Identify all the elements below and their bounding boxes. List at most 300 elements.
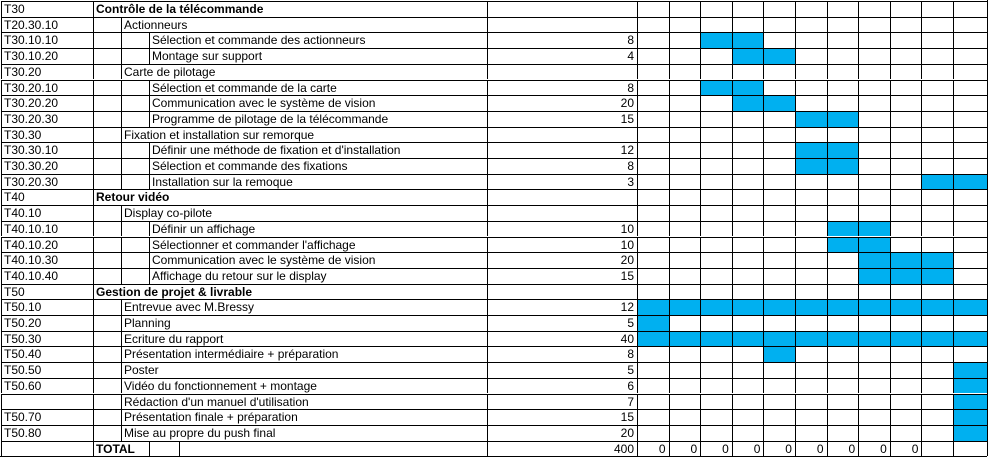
task-label: Carte de pilotage [121,64,487,80]
week-cell [669,127,701,143]
indent-cell [93,174,121,190]
week-cell [953,1,987,17]
task-code: T40 [1,189,93,205]
week-cell [732,174,764,190]
task-duration: 8 [487,346,637,362]
task-duration: 8 [487,158,637,174]
week-cell [890,394,922,410]
week-cell [763,111,795,127]
week-cell [700,284,732,300]
week-cell [795,95,827,111]
week-cell [732,378,764,394]
week-cell [921,425,953,441]
week-cell [700,362,732,378]
task-label: Rédaction d'un manuel d'utilisation [121,394,487,410]
week-cell [637,205,669,221]
week-cell [700,142,732,158]
week-cell [890,237,922,253]
week-cell [795,425,827,441]
task-duration: 7 [487,394,637,410]
week-cell [637,80,669,96]
week-cell [795,268,827,284]
week-cell [637,221,669,237]
week-cell [763,174,795,190]
indent-cell [93,331,121,347]
task-label: Poster [121,362,487,378]
indent-cell [93,268,121,284]
week-cell [827,32,859,48]
total-label: TOTAL [93,441,149,457]
total-week-value: 0 [700,441,732,457]
week-cell [858,127,890,143]
week-cell [858,80,890,96]
task-code: T50.40 [1,346,93,362]
task-label: Présentation intermédiaire + préparation [121,346,487,362]
week-cell [890,48,922,64]
week-cell [637,64,669,80]
week-cell [763,17,795,33]
task-code: T40.10 [1,205,93,221]
gantt-bar-cell [732,48,764,64]
task-duration: 40 [487,331,637,347]
week-cell [953,80,987,96]
week-cell [858,174,890,190]
gantt-bar-cell [953,362,987,378]
gantt-bar-cell [921,331,953,347]
gantt-bar-cell [827,158,859,174]
week-cell [732,142,764,158]
week-cell [669,32,701,48]
week-cell [637,346,669,362]
week-cell [732,221,764,237]
week-cell [732,17,764,33]
task-code: T50.20 [1,315,93,331]
week-cell [827,268,859,284]
task-label: Communication avec le système de vision [149,252,487,268]
week-cell [795,237,827,253]
total-week-value: 0 [890,441,922,457]
gantt-bar-cell [637,315,669,331]
week-cell [890,17,922,33]
week-cell [637,142,669,158]
task-duration: 12 [487,299,637,315]
task-code: T40.10.40 [1,268,93,284]
indent-cell [93,315,121,331]
week-cell [890,409,922,425]
gantt-bar-cell [732,299,764,315]
week-cell [890,174,922,190]
week-cell [827,394,859,410]
gantt-bar-cell [890,252,922,268]
task-section-title: Gestion de projet & livrable [93,284,487,300]
week-cell [858,64,890,80]
indent-cell [121,32,149,48]
week-cell [890,284,922,300]
week-cell [921,394,953,410]
task-label: Sélectionner et commander l'affichage [149,237,487,253]
week-cell [795,48,827,64]
task-duration [487,17,637,33]
week-cell [763,189,795,205]
week-cell [795,174,827,190]
week-cell [827,48,859,64]
gantt-bar-cell [953,331,987,347]
indent-cell [93,17,121,33]
indent-cell [121,111,149,127]
task-code: T30.20.30 [1,174,93,190]
task-section-title: Contrôle de la télécommande [93,1,487,17]
week-cell [763,425,795,441]
week-cell [827,127,859,143]
week-cell [953,268,987,284]
week-cell [858,158,890,174]
task-code: T50.70 [1,409,93,425]
week-cell [700,425,732,441]
week-cell [669,268,701,284]
week-cell [637,158,669,174]
week-cell [890,95,922,111]
gantt-bar-cell [953,409,987,425]
task-section-title: Retour vidéo [93,189,487,205]
task-duration: 15 [487,409,637,425]
gantt-bar-cell [858,331,890,347]
week-cell [827,315,859,331]
week-cell [700,378,732,394]
week-cell [827,378,859,394]
task-duration: 8 [487,32,637,48]
week-cell [732,362,764,378]
week-cell [637,48,669,64]
week-cell [732,189,764,205]
gantt-bar-cell [637,331,669,347]
indent-cell [121,174,149,190]
week-cell [890,158,922,174]
gantt-bar-cell [827,299,859,315]
week-cell [637,409,669,425]
task-code: T40.10.20 [1,237,93,253]
week-cell [921,80,953,96]
week-cell [890,315,922,331]
gantt-bar-cell [858,252,890,268]
task-label: Entrevue avec M.Bressy [121,299,487,315]
week-cell [921,346,953,362]
week-cell [700,127,732,143]
week-cell [669,1,701,17]
week-cell [763,252,795,268]
week-cell [953,189,987,205]
total-week-value: 0 [637,441,669,457]
week-cell [763,158,795,174]
indent-cell [93,111,121,127]
week-cell [732,425,764,441]
week-cell [637,1,669,17]
week-cell [858,315,890,331]
week-cell [827,425,859,441]
task-code: T30.10.20 [1,48,93,64]
week-cell [700,346,732,362]
task-code: T50.60 [1,378,93,394]
indent-cell [93,346,121,362]
week-cell [732,268,764,284]
week-cell [700,409,732,425]
week-cell [858,95,890,111]
week-cell [763,127,795,143]
indent-cell [93,237,121,253]
week-cell [732,394,764,410]
week-cell [827,95,859,111]
indent-cell [93,394,121,410]
week-cell [858,346,890,362]
week-cell [890,64,922,80]
week-cell [953,237,987,253]
week-cell [732,111,764,127]
task-label: Installation sur la remoque [149,174,487,190]
week-cell [637,284,669,300]
week-cell [669,378,701,394]
week-cell [669,64,701,80]
week-cell [700,237,732,253]
week-cell [637,174,669,190]
task-label: Sélection et commande des actionneurs [149,32,487,48]
week-cell [763,237,795,253]
week-cell [827,64,859,80]
week-cell [795,394,827,410]
week-cell [763,64,795,80]
gantt-bar-cell [921,252,953,268]
week-cell [732,1,764,17]
gantt-bar-cell [795,299,827,315]
week-cell [700,1,732,17]
week-cell [637,425,669,441]
week-cell [921,127,953,143]
week-cell [953,95,987,111]
week-cell [953,221,987,237]
week-cell [858,394,890,410]
week-cell [921,95,953,111]
gantt-bar-cell [921,299,953,315]
week-cell [890,221,922,237]
task-label: Ecriture du rapport [121,331,487,347]
gantt-bar-cell [953,174,987,190]
task-code: T30.20.10 [1,80,93,96]
week-cell [953,17,987,33]
indent-cell [93,221,121,237]
gantt-bar-cell [890,299,922,315]
week-cell [795,64,827,80]
week-cell [700,221,732,237]
week-cell [921,315,953,331]
week-cell [700,17,732,33]
week-cell [795,17,827,33]
task-code: T30.20.30 [1,111,93,127]
task-duration: 20 [487,95,637,111]
task-duration [487,1,637,17]
week-cell [637,127,669,143]
indent-cell [93,158,121,174]
gantt-bar-cell [827,237,859,253]
task-code: T50.10 [1,299,93,315]
week-cell [763,378,795,394]
week-cell [700,394,732,410]
task-label: Mise au propre du push final [121,425,487,441]
week-cell [858,48,890,64]
gantt-bar-cell [763,331,795,347]
total-duration: 400 [487,441,637,457]
week-cell [732,284,764,300]
gantt-bar-cell [795,158,827,174]
week-cell [669,409,701,425]
week-cell [827,174,859,190]
task-code: T50.50 [1,362,93,378]
indent-cell [93,95,121,111]
indent-cell [93,299,121,315]
task-label: Programme de pilotage de la télécommande [149,111,487,127]
week-cell [953,346,987,362]
week-cell [637,378,669,394]
week-cell [953,32,987,48]
week-cell [763,80,795,96]
indent-cell [121,158,149,174]
indent-cell [93,142,121,158]
week-cell [732,315,764,331]
task-label: Communication avec le système de vision [149,95,487,111]
week-cell [858,362,890,378]
week-cell [669,142,701,158]
week-cell [669,362,701,378]
week-cell [732,158,764,174]
gantt-bar-cell [795,142,827,158]
week-cell [700,64,732,80]
week-cell [827,80,859,96]
task-duration: 10 [487,221,637,237]
week-cell [827,1,859,17]
week-cell [921,48,953,64]
task-code: T40.10.10 [1,221,93,237]
task-label: Fixation et installation sur remorque [121,127,487,143]
week-cell [669,95,701,111]
task-code: T50.30 [1,331,93,347]
week-cell [763,394,795,410]
week-cell [763,205,795,221]
gantt-bar-cell [827,111,859,127]
week-cell [700,252,732,268]
task-label: Planning [121,315,487,331]
week-cell [763,221,795,237]
week-cell [858,1,890,17]
week-cell [700,315,732,331]
week-cell [732,64,764,80]
week-cell [921,17,953,33]
gantt-bar-cell [921,174,953,190]
task-duration: 10 [487,237,637,253]
week-cell [921,378,953,394]
task-code: T50.80 [1,425,93,441]
week-cell [637,189,669,205]
week-cell [669,284,701,300]
week-cell [637,111,669,127]
week-cell [953,64,987,80]
week-cell [890,362,922,378]
week-cell [921,32,953,48]
gantt-bar-cell [700,331,732,347]
indent-cell [121,48,149,64]
week-cell [827,284,859,300]
week-cell [827,409,859,425]
week-cell [795,378,827,394]
week-cell [858,284,890,300]
task-code: T30.10.10 [1,32,93,48]
task-label: Vidéo du fonctionnement + montage [121,378,487,394]
task-duration: 3 [487,174,637,190]
task-code: T50 [1,284,93,300]
gantt-bar-cell [795,331,827,347]
week-cell [953,158,987,174]
task-duration: 8 [487,80,637,96]
gantt-bar-cell [732,32,764,48]
gantt-bar-cell [763,346,795,362]
week-cell [858,111,890,127]
week-cell [921,142,953,158]
total-week-value: 0 [669,441,701,457]
week-cell [858,205,890,221]
week-cell [890,1,922,17]
total-week-value: 0 [795,441,827,457]
total-week-value: 0 [763,441,795,457]
task-code: T30 [1,1,93,17]
week-cell [669,205,701,221]
total-week-value: 0 [732,441,764,457]
week-cell [953,441,987,457]
indent-cell [93,64,121,80]
week-cell [921,1,953,17]
week-cell [921,362,953,378]
week-cell [921,409,953,425]
week-cell [921,237,953,253]
gantt-bar-cell [795,111,827,127]
week-cell [795,252,827,268]
indent-cell [93,127,121,143]
gantt-bar-cell [890,268,922,284]
week-cell [827,362,859,378]
week-cell [669,346,701,362]
week-cell [953,252,987,268]
week-cell [700,111,732,127]
gantt-bar-cell [827,221,859,237]
task-label: Sélection et commande de la carte [149,80,487,96]
week-cell [763,32,795,48]
gantt-bar-cell [921,268,953,284]
gantt-bar-cell [637,299,669,315]
week-cell [953,315,987,331]
task-duration: 15 [487,268,637,284]
week-cell [795,80,827,96]
week-cell [763,142,795,158]
indent-cell [93,409,121,425]
week-cell [637,268,669,284]
week-cell [890,32,922,48]
total-week-value: 0 [827,441,859,457]
week-cell [637,95,669,111]
gantt-bar-cell [732,80,764,96]
week-cell [858,32,890,48]
week-cell [953,142,987,158]
gantt-bar-cell [763,48,795,64]
task-code: T20.30.10 [1,17,93,33]
week-cell [795,127,827,143]
gantt-bar-cell [763,95,795,111]
week-cell [890,346,922,362]
week-cell [827,346,859,362]
